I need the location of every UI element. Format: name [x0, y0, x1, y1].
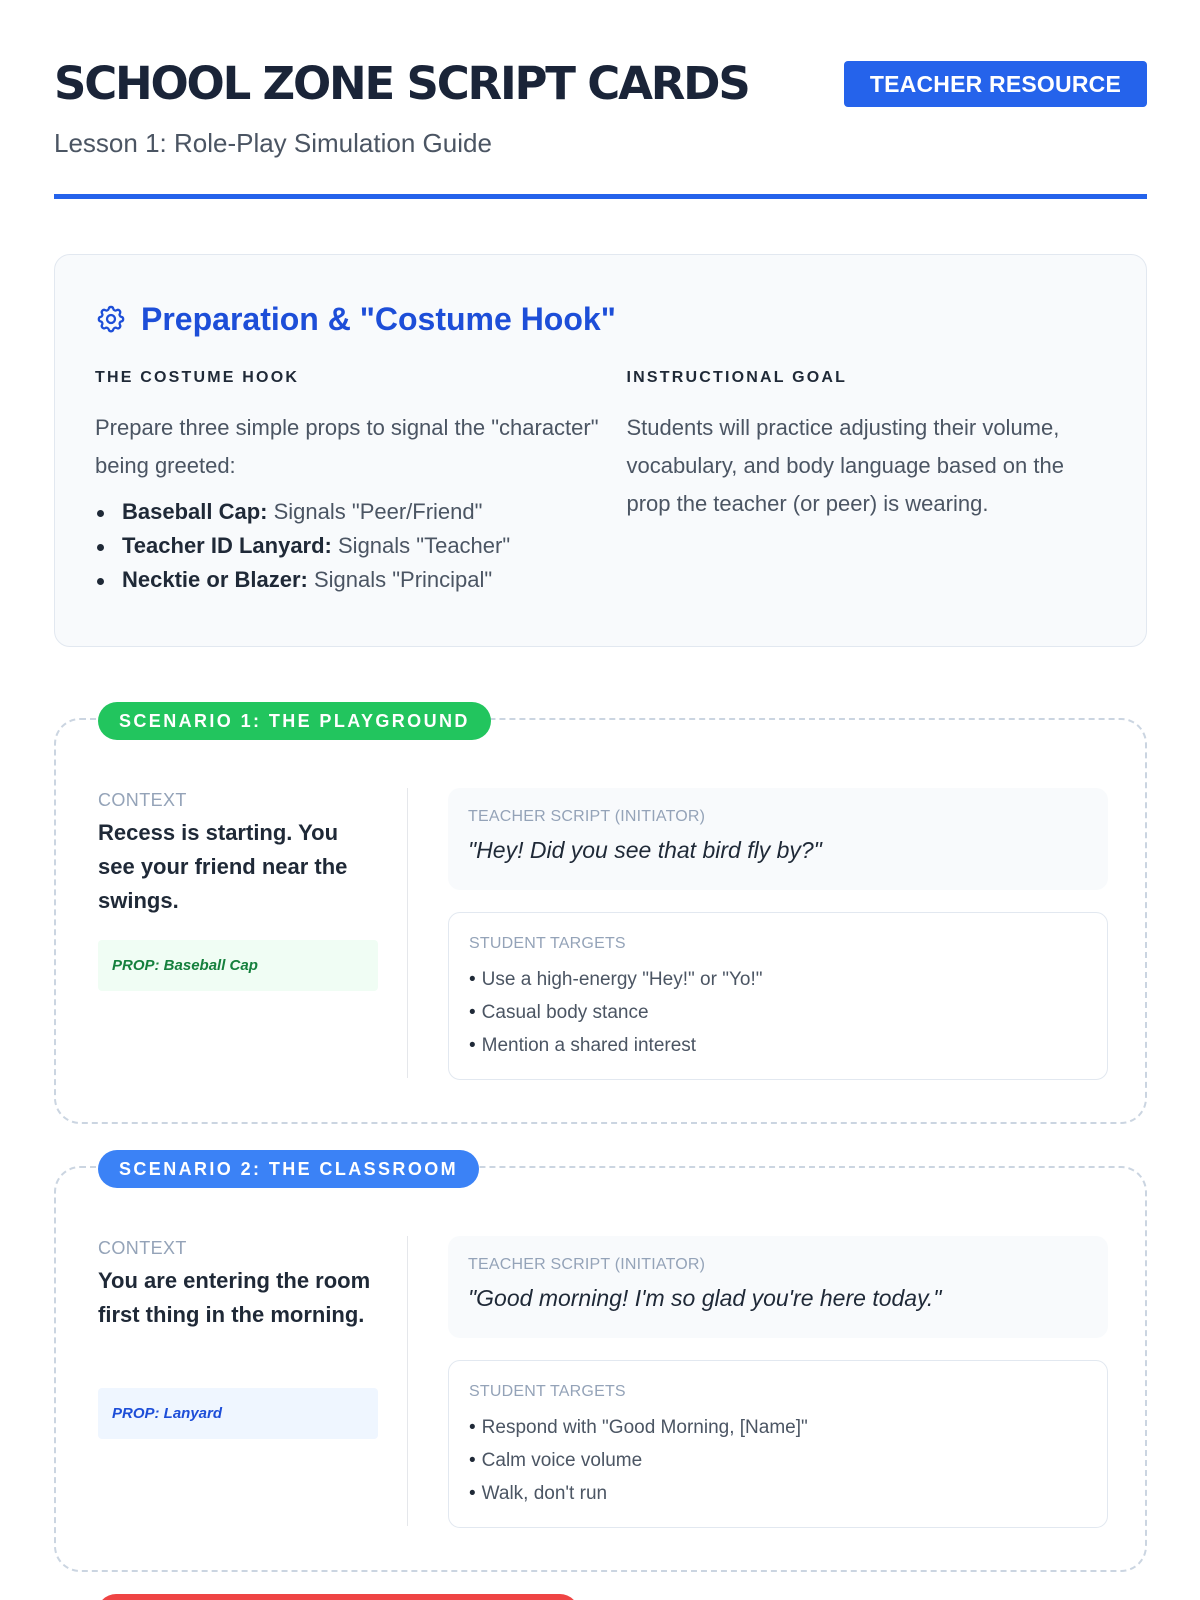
- student-target-item: • Mention a shared interest: [469, 1029, 1107, 1062]
- student-targets-list: [469, 1411, 1107, 1510]
- scenario-card: [54, 711, 1147, 1124]
- instructional-goal-text: Students will practice adjusting their volume, vocabulary, and body language based on the prop the teacher (or peer) is wearing.: [626, 415, 1064, 516]
- student-target-item: • Respond with "Good Morning, [Name]": [469, 1411, 1107, 1444]
- scenario-card: [54, 1159, 1147, 1572]
- column-divider: [407, 1236, 408, 1526]
- prop-tag: PROP: Baseball Cap: [98, 940, 378, 991]
- teacher-script-box: [448, 1236, 1108, 1338]
- context-text: You are entering the room first thing in the morning.: [98, 1268, 371, 1327]
- prop-name: Necktie or Blazer:: [122, 567, 308, 592]
- instructional-goal-column: [626, 369, 1106, 597]
- teacher-script-label: TEACHER SCRIPT (INITIATOR): [468, 1256, 706, 1273]
- header: [54, 56, 1147, 159]
- student-target-item: • Casual body stance: [469, 996, 1107, 1029]
- student-target-item: • Use a high-energy "Hey!" or "Yo!": [469, 963, 1107, 996]
- context-label: CONTEXT: [98, 790, 187, 810]
- prop-description: Signals "Teacher": [331, 533, 511, 558]
- page-title: SCHOOL ZONE SCRIPT CARDS: [54, 57, 749, 110]
- student-targets-box: [448, 1360, 1108, 1528]
- teacher-script-quote: "Hey! Did you see that bird fly by?": [468, 837, 822, 863]
- student-targets-box: [448, 912, 1108, 1080]
- header-divider: [54, 194, 1147, 199]
- preparation-title: Preparation & "Costume Hook": [141, 300, 616, 337]
- context-text: Recess is starting. You see your friend near the swings.: [98, 820, 348, 913]
- student-targets-list: [469, 963, 1107, 1062]
- prop-list: [95, 495, 626, 597]
- gear-icon: [95, 303, 127, 335]
- student-targets-label: STUDENT TARGETS: [469, 935, 626, 952]
- prop-description: Signals "Principal": [307, 567, 493, 592]
- costume-hook-column: [95, 369, 626, 597]
- scenario-label: SCENARIO 1: THE PLAYGROUND: [98, 702, 491, 740]
- prop-name: Baseball Cap:: [122, 499, 268, 524]
- prop-list-item: [95, 495, 626, 529]
- page-subtitle: Lesson 1: Role-Play Simulation Guide: [54, 128, 492, 158]
- preparation-heading: [95, 299, 1106, 339]
- costume-hook-text: Prepare three simple props to signal the "character" being greeted:: [95, 415, 599, 478]
- prop-name: Teacher ID Lanyard:: [122, 533, 332, 558]
- prop-tag: PROP: Lanyard: [98, 1388, 378, 1439]
- student-target-item: • Walk, don't run: [469, 1477, 1107, 1510]
- prop-list-item: [95, 563, 626, 597]
- student-target-item: • Calm voice volume: [469, 1444, 1107, 1477]
- prop-description: Signals "Peer/Friend": [267, 499, 483, 524]
- scenario-label: SCENARIO 2: THE CLASSROOM: [98, 1150, 479, 1188]
- preparation-card: [54, 254, 1147, 647]
- prop-list-item: [95, 529, 626, 563]
- scenario-label: [97, 1594, 579, 1600]
- scenario-context: [98, 790, 378, 974]
- costume-hook-heading: THE COSTUME HOOK: [95, 369, 300, 386]
- teacher-script-box: [448, 788, 1108, 890]
- scenario-context: [98, 1238, 378, 1422]
- context-label: CONTEXT: [98, 1238, 187, 1258]
- teacher-resource-badge: TEACHER RESOURCE: [844, 61, 1147, 107]
- instructional-goal-heading: INSTRUCTIONAL GOAL: [626, 369, 848, 386]
- teacher-script-quote: "Good morning! I'm so glad you're here today.": [468, 1285, 942, 1311]
- preparation-columns: [95, 369, 1106, 597]
- teacher-script-label: TEACHER SCRIPT (INITIATOR): [468, 808, 706, 825]
- student-targets-label: STUDENT TARGETS: [469, 1383, 626, 1400]
- column-divider: [407, 788, 408, 1078]
